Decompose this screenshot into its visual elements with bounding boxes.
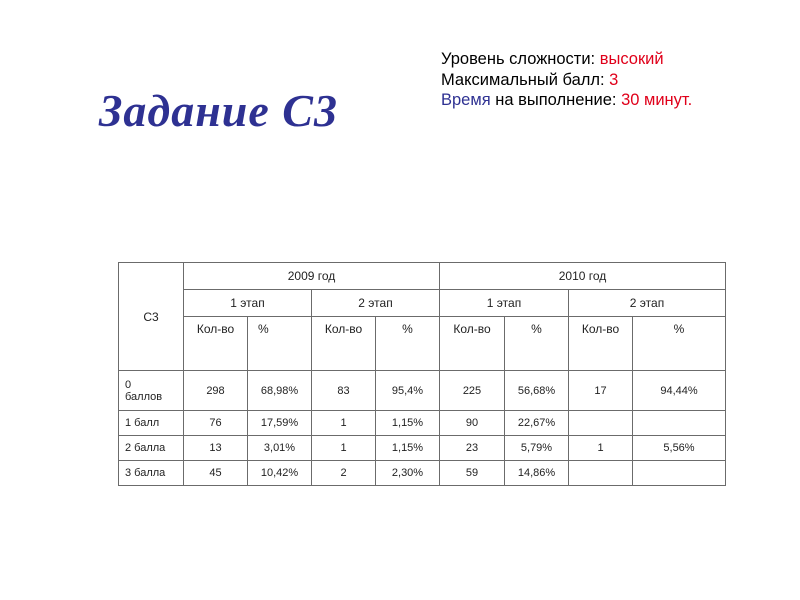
- stage-header: 1 этап: [440, 290, 569, 317]
- table-cell: 1: [569, 436, 633, 461]
- column-header: %: [505, 317, 569, 371]
- stage-header: 2 этап: [312, 290, 440, 317]
- difficulty-label: Уровень сложности:: [441, 50, 600, 68]
- table-cell: 13: [184, 436, 248, 461]
- max-score-line: [441, 70, 692, 91]
- table-cell: 83: [312, 371, 376, 411]
- column-header: Кол-во: [569, 317, 633, 371]
- table-row: [119, 461, 726, 486]
- task-info: [441, 49, 692, 111]
- table-corner-cell: С3: [119, 263, 184, 371]
- time-value: 30 минут.: [621, 91, 693, 109]
- table-cell: [569, 461, 633, 486]
- row-label: 2 балла: [119, 436, 184, 461]
- table-row: [119, 411, 726, 436]
- table-cell: 1: [312, 411, 376, 436]
- table-cell: 5,56%: [633, 436, 726, 461]
- difficulty-value: высокий: [599, 50, 664, 68]
- row-label-line: баллов: [125, 390, 163, 403]
- slide-title: Задание С3: [99, 85, 338, 136]
- row-label: 1 балл: [119, 411, 184, 436]
- row-label: [119, 371, 184, 411]
- table-cell: 59: [440, 461, 505, 486]
- time-line: [441, 90, 692, 111]
- table-cell: 3,01%: [248, 436, 312, 461]
- time-label-word: Время: [441, 91, 491, 109]
- row-label-line: 0: [125, 378, 132, 391]
- table-cell: 5,79%: [505, 436, 569, 461]
- stage-header: 1 этап: [184, 290, 312, 317]
- time-label-rest: на выполнение:: [490, 91, 622, 109]
- column-header: %: [248, 317, 312, 371]
- max-score-label: Максимальный балл:: [441, 70, 610, 89]
- table-cell: 1: [312, 436, 376, 461]
- column-header: %: [376, 317, 440, 371]
- table-cell: 56,68%: [505, 371, 569, 411]
- table-cell: 90: [440, 411, 505, 436]
- table-cell: 1,15%: [376, 436, 440, 461]
- table-cell: 2: [312, 461, 376, 486]
- year-header-2010: 2010 год: [440, 263, 726, 290]
- table-cell: 17,59%: [248, 411, 312, 436]
- table-cell: 76: [184, 411, 248, 436]
- table-cell: 22,67%: [505, 411, 569, 436]
- table-cell: 225: [440, 371, 505, 411]
- table-cell: 17: [569, 371, 633, 411]
- table-cell: 45: [184, 461, 248, 486]
- table-cell: 2,30%: [376, 461, 440, 486]
- difficulty-line: [441, 49, 692, 70]
- column-header: %: [633, 317, 726, 371]
- year-header-2009: 2009 год: [184, 263, 440, 290]
- column-header: Кол-во: [184, 317, 248, 371]
- table-cell: 298: [184, 371, 248, 411]
- table-cell: 68,98%: [248, 371, 312, 411]
- column-header: Кол-во: [312, 317, 376, 371]
- table-cell: 1,15%: [376, 411, 440, 436]
- table-cell: [633, 411, 726, 436]
- table-cell: 94,44%: [633, 371, 726, 411]
- table-cell: 10,42%: [248, 461, 312, 486]
- max-score-value: 3: [609, 70, 619, 89]
- results-table: [118, 262, 726, 486]
- column-header: Кол-во: [440, 317, 505, 371]
- table-cell: [569, 411, 633, 436]
- stage-header: 2 этап: [569, 290, 726, 317]
- table-cell: [633, 461, 726, 486]
- table-cell: 23: [440, 436, 505, 461]
- table-row: [119, 371, 726, 411]
- table-row: [119, 436, 726, 461]
- table-cell: 14,86%: [505, 461, 569, 486]
- table-cell: 95,4%: [376, 371, 440, 411]
- row-label: 3 балла: [119, 461, 184, 486]
